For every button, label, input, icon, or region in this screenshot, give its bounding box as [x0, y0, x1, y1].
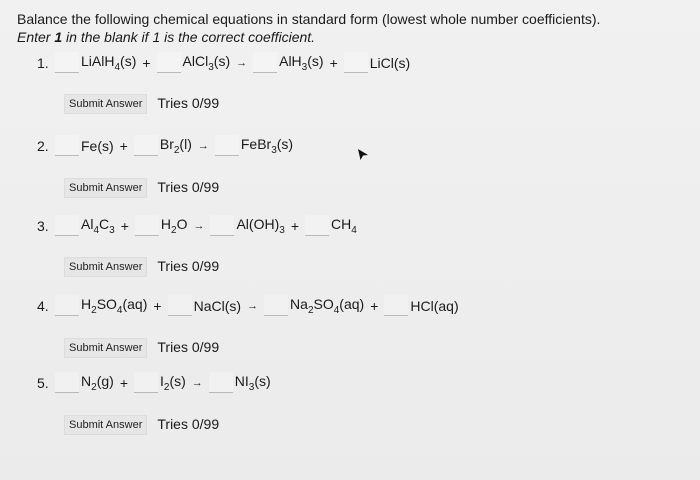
- instructions-line-1: Balance the following chemical equations in standard form (lowest whole number coefficients).: [17, 11, 601, 27]
- submit-row: [64, 338, 219, 358]
- coefficient-input[interactable]: [253, 52, 277, 73]
- plus-sign: +: [290, 217, 299, 234]
- mouse-cursor-icon: [357, 148, 369, 162]
- reaction-arrow: →: [191, 376, 203, 389]
- chemical-formula: $Br_2(l)$: [159, 135, 192, 156]
- coefficient-input[interactable]: [209, 372, 233, 393]
- problem-number: 5.: [37, 375, 49, 391]
- submit-answer-button[interactable]: Submit Answer: [64, 415, 147, 435]
- instructions: [17, 10, 687, 46]
- chemical-formula: NaCl(s): [193, 297, 242, 314]
- chemical-formula: Fe(s): [81, 137, 114, 154]
- coefficient-input[interactable]: [55, 372, 79, 393]
- coefficient-input[interactable]: [215, 135, 239, 156]
- equation: [55, 372, 273, 396]
- submit-row: [64, 94, 219, 114]
- submit-row: [64, 257, 219, 277]
- plus-sign: +: [153, 297, 162, 314]
- chemical-formula: AlCl$_3$(s): [182, 52, 231, 73]
- coefficient-input[interactable]: [134, 372, 158, 393]
- chemical-formula: $Al(OH)_3$: [236, 215, 285, 236]
- submit-answer-button[interactable]: Submit Answer: [64, 94, 147, 114]
- chemical-formula: $H_2SO_4(aq)$: [81, 295, 148, 316]
- reaction-arrow: →: [247, 299, 259, 312]
- coefficient-input[interactable]: [55, 135, 79, 156]
- submit-answer-button[interactable]: Submit Answer: [64, 257, 147, 277]
- plus-sign: +: [329, 54, 338, 71]
- equation: [55, 215, 359, 239]
- problem-number: 2.: [37, 138, 49, 154]
- equation: [55, 52, 412, 76]
- chemical-formula: HCl(aq): [410, 297, 459, 314]
- plus-sign: +: [119, 137, 128, 154]
- coefficient-input[interactable]: [157, 52, 181, 73]
- tries-counter: Tries 0/99: [157, 94, 220, 111]
- tries-counter: Tries 0/99: [157, 415, 220, 432]
- tries-counter: Tries 0/99: [157, 257, 220, 274]
- coefficient-input[interactable]: [55, 215, 79, 236]
- chemical-formula: $Al_4C_3$: [81, 215, 115, 236]
- chemical-formula: $NI_3(s)$: [234, 372, 271, 393]
- instructions-line-2: Enter 1 in the blank if 1 is the correct coefficient.: [17, 29, 316, 45]
- submit-answer-button[interactable]: Submit Answer: [64, 338, 147, 358]
- plus-sign: +: [370, 297, 379, 314]
- equation: [55, 295, 461, 319]
- problem-number: 3.: [37, 218, 49, 234]
- equation: [55, 135, 295, 159]
- chemical-formula: $I_2(s)$: [160, 372, 186, 393]
- reaction-arrow: →: [193, 219, 205, 232]
- chemical-formula: $N_2(g)$: [81, 372, 114, 393]
- coefficient-input[interactable]: [210, 215, 234, 236]
- plus-sign: +: [119, 374, 128, 391]
- chemical-formula: AlH$_3$(s): [279, 52, 324, 73]
- coefficient-input[interactable]: [344, 52, 368, 73]
- chemical-formula: $Na_2SO_4(aq)$: [290, 295, 365, 316]
- chemical-formula: LiAlH$_4$(s): [81, 52, 137, 73]
- coefficient-input[interactable]: [384, 295, 408, 316]
- coefficient-input[interactable]: [264, 295, 288, 316]
- coefficient-input[interactable]: [305, 215, 329, 236]
- submit-row: [64, 178, 219, 198]
- problem-number: 1.: [37, 55, 49, 71]
- reaction-arrow: →: [197, 139, 209, 152]
- chemical-formula: $CH_4$: [331, 215, 357, 236]
- submit-row: [64, 415, 219, 435]
- tries-counter: Tries 0/99: [157, 178, 220, 195]
- coefficient-input[interactable]: [55, 52, 79, 73]
- chemical-formula: LiCl(s): [369, 54, 411, 71]
- tries-counter: Tries 0/99: [157, 338, 220, 355]
- coefficient-input[interactable]: [55, 295, 79, 316]
- submit-answer-button[interactable]: Submit Answer: [64, 178, 147, 198]
- plus-sign: +: [120, 217, 129, 234]
- coefficient-input[interactable]: [168, 295, 192, 316]
- reaction-arrow: →: [236, 56, 248, 69]
- coefficient-input[interactable]: [135, 215, 159, 236]
- chemical-formula: $H_2O$: [160, 215, 188, 236]
- coefficient-input[interactable]: [134, 135, 158, 156]
- plus-sign: +: [142, 54, 151, 71]
- problem-number: 4.: [37, 298, 49, 314]
- chemical-formula: FeBr$_3$(s): [240, 135, 294, 156]
